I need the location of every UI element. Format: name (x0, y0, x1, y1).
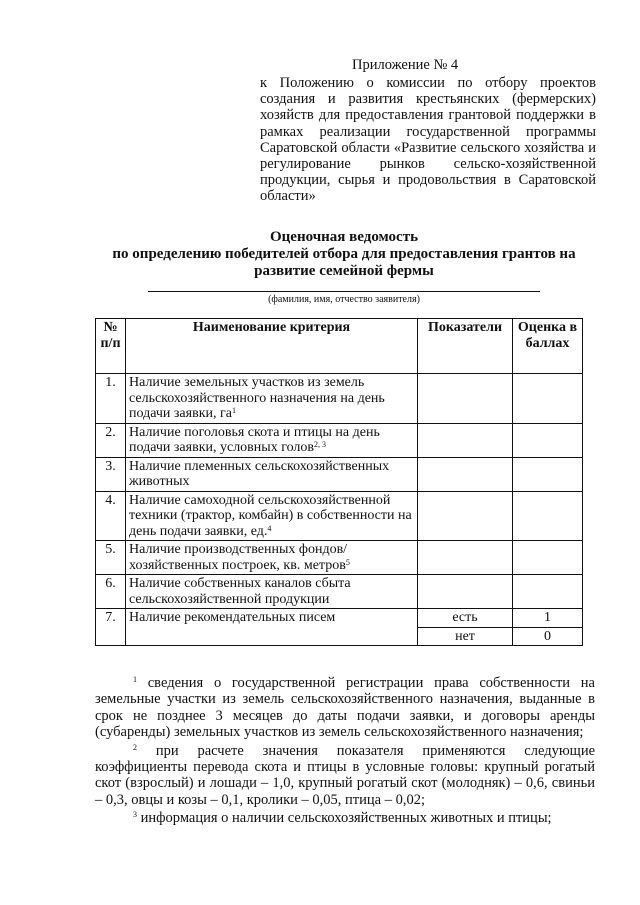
table-header-row (96, 319, 583, 374)
row-indicator-cell (418, 491, 513, 541)
row-criterion (126, 575, 418, 609)
row-num: 1. (96, 374, 126, 424)
footnote-ref: 1 (231, 406, 236, 415)
row-criterion-text: Наличие самоходной сельскохозяйственной техники (трактор, комбайн) в собственности на день подачи заявки, ед. (129, 492, 412, 539)
appendix-number: Приложение № 4 (352, 57, 459, 73)
row-score-no: 0 (513, 627, 583, 646)
footnote-text: информация о наличии сельскохозяйственных животных и птицы; (140, 810, 552, 827)
row-num: 6. (96, 575, 126, 609)
row-criterion (126, 541, 418, 575)
table-row (96, 575, 583, 609)
criteria-table (95, 318, 583, 646)
footnote-text: при расчете значения показателя применяются следующие коэффициенты перевода скота и птицы в условные головы: крупный рогатый скот (взрослый) и лошади – 1,0, крупный рогатый скот (молодняк) – 0,6, свиньи – 0,3, овцы и козы – 0,1, кролики – 0,05, птица – 0,02; (95, 742, 596, 808)
row-indicator-no: нет (418, 627, 513, 646)
table-row (96, 609, 583, 628)
row-score-cell (513, 374, 583, 424)
applicant-name-caption: (фамилия, имя, отчество заявителя) (268, 294, 420, 305)
footnotes (95, 675, 595, 827)
row-criterion (126, 491, 418, 541)
row-criterion (126, 457, 418, 491)
row-criterion-text: Наличие производственных фондов/ хозяйственных построек, кв. метров (129, 542, 348, 573)
header-indicators: Показатели (418, 319, 513, 374)
row-score-cell (513, 575, 583, 609)
row-indicator-cell (418, 575, 513, 609)
footnote-mark: 2 (133, 742, 137, 752)
row-indicator-cell (418, 457, 513, 491)
row-criterion (126, 374, 418, 424)
row-criterion-text: Наличие поголовья скота и птицы на день подачи заявки, условных голов (129, 424, 380, 455)
row-criterion-text: Наличие собственных каналов сбыта сельскохозяйственной продукции (129, 576, 351, 607)
row-score-cell (513, 491, 583, 541)
row-indicator-yes: есть (418, 609, 513, 628)
table-row (96, 541, 583, 575)
footnote-1 (95, 675, 595, 741)
document-subtitle-line-1: по определению победителей отбора для предоставления грантов на (112, 246, 576, 262)
row-indicator-cell (418, 374, 513, 424)
appendix-text: к Положению о комиссии по отбору проектов создания и развития крестьянских (фермерских) хозяйств для предоставления грантовой поддержки в рамках реализации государственной программы Саратовской области «Развитие сельского хозяйства и регулирование рынков сельско-хозяйственной продукции, сырья и продовольствия в Саратовской области» (260, 75, 596, 205)
row-indicator-cell (418, 423, 513, 457)
footnote-text: сведения о государственной регистрации права собственности на земельные участки из земель сельскохозяйственного назначения, выданные в срок не позднее 3 месяцев до даты подачи заявки, и договоры аренды (субаренды) земельных участков из земель сельскохозяйственного назначения; (95, 675, 595, 741)
header-score: Оценка в баллах (513, 319, 583, 374)
row-num: 5. (96, 541, 126, 575)
table-row (96, 491, 583, 541)
header-criterion-name: Наименование критерия (126, 319, 418, 374)
row-num: 7. (96, 609, 126, 646)
applicant-name-line (148, 291, 540, 292)
row-criterion-text: Наличие племенных сельскохозяйственных животных (129, 458, 390, 489)
row-num: 4. (96, 491, 126, 541)
row-score-yes: 1 (513, 609, 583, 628)
footnote-ref: 2, 3 (314, 440, 327, 449)
row-score-cell (513, 457, 583, 491)
document-title: Оценочная ведомость (269, 229, 419, 245)
footnote-ref: 5 (345, 557, 350, 567)
row-indicator-cell (418, 541, 513, 575)
row-num: 3. (96, 457, 126, 491)
row-criterion-text: Наличие рекомендательных писем (129, 610, 336, 625)
table-row (96, 374, 583, 424)
row-criterion-text: Наличие земельных участков из земель сельскохозяйственного назначения на день подачи заявки, га (129, 375, 385, 421)
row-num: 2. (96, 423, 126, 457)
header-num: № п/п (96, 319, 126, 374)
table-row (96, 423, 583, 457)
footnote-ref: 4 (267, 523, 272, 533)
row-criterion (126, 609, 418, 646)
footnote-2 (95, 743, 595, 809)
footnote-mark: 3 (133, 810, 137, 820)
row-criterion (126, 423, 418, 457)
row-score-cell (513, 423, 583, 457)
table-row (96, 457, 583, 491)
document-subtitle-line-2: развитие семейной фермы (254, 263, 434, 279)
footnote-3 (95, 810, 595, 826)
row-score-cell (513, 541, 583, 575)
footnote-mark: 1 (133, 675, 137, 684)
